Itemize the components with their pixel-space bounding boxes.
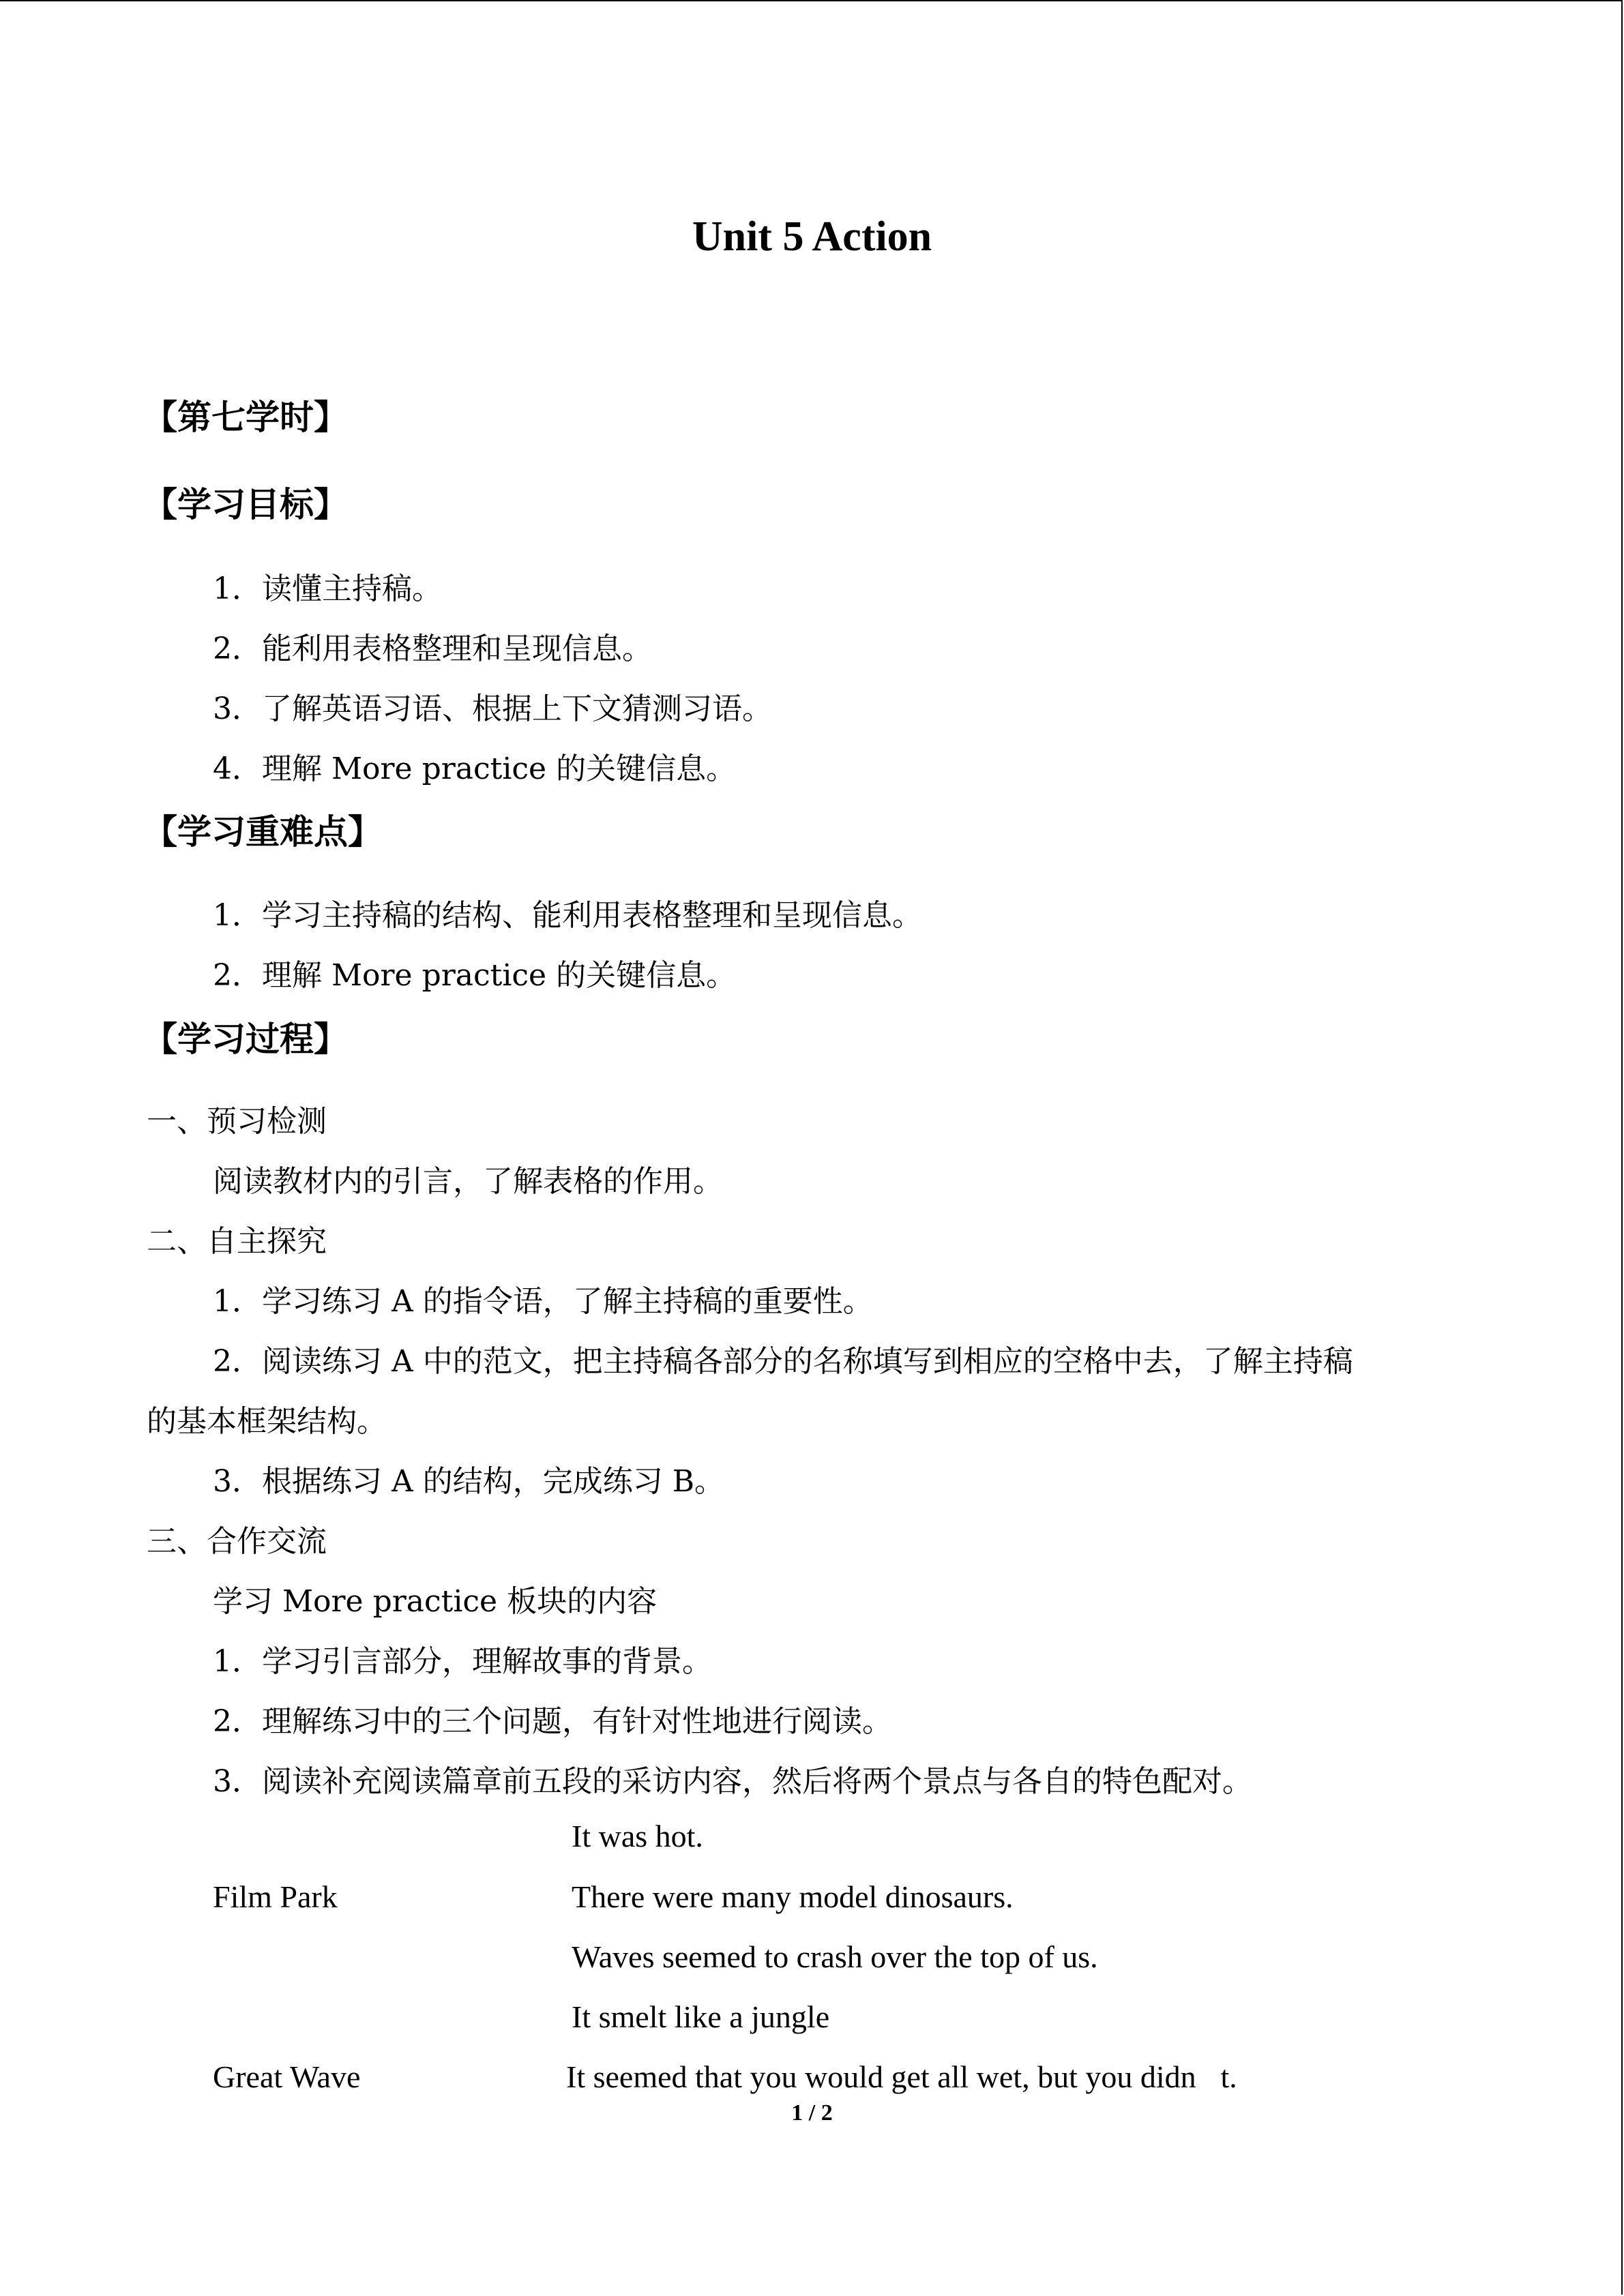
section-line: 3．阅读补充阅读篇章前五段的采访内容，然后将两个景点与各自的特色配对。	[213, 1764, 1252, 1799]
section-line: 2．阅读练习 A 中的范文，把主持稿各部分的名称填写到相应的空格中去，了解主持稿	[213, 1344, 1353, 1379]
matching-feature: There were many model dinosaurs.	[572, 1879, 1014, 1914]
matching-feature: It smelt like a jungle	[572, 1999, 830, 2034]
section-line: 阅读教材内的引言，了解表格的作用。	[213, 1164, 723, 1199]
section-line: 2．理解练习中的三个问题，有针对性地进行阅读。	[213, 1704, 892, 1739]
section-line: 1．学习引言部分，理解故事的背景。	[213, 1644, 712, 1679]
key-point-item: 2．理解 More practice 的关键信息。	[213, 958, 737, 993]
objective-item: 1．读懂主持稿。	[213, 571, 442, 606]
heading-key-points: 【学习重难点】	[143, 812, 382, 852]
section-line: 3．根据练习 A 的结构，完成练习 B。	[213, 1464, 725, 1499]
objective-item: 4．理解 More practice 的关键信息。	[213, 751, 737, 786]
heading-objectives: 【学习目标】	[143, 485, 348, 524]
page-number: 1 / 2	[791, 2100, 833, 2126]
matching-feature: It was hot.	[572, 1819, 703, 1853]
key-point-item: 1．学习主持稿的结构、能利用表格整理和呈现信息。	[213, 898, 922, 933]
document-title: Unit 5 Action	[692, 213, 932, 260]
matching-feature: Waves seemed to crash over the top of us.	[572, 1939, 1098, 1974]
matching-place: Great Wave	[213, 2059, 361, 2094]
objective-item: 2．能利用表格整理和呈现信息。	[213, 631, 652, 666]
matching-place: Film Park	[213, 1879, 338, 1914]
objective-item: 3．了解英语习语、根据上下文猜测习语。	[213, 691, 772, 726]
section-line: 学习 More practice 板块的内容	[213, 1584, 658, 1619]
heading-period: 【第七学时】	[143, 398, 348, 437]
section-title-cooperate: 三、合作交流	[147, 1524, 327, 1559]
section-title-preview: 一、预习检测	[147, 1104, 327, 1139]
section-line: 的基本框架结构。	[147, 1404, 387, 1439]
matching-feature: It seemed that you would get all wet, but you didn t.	[566, 2059, 1237, 2094]
heading-process: 【学习过程】	[143, 1019, 348, 1059]
section-title-explore: 二、自主探究	[147, 1224, 327, 1259]
section-line: 1．学习练习 A 的指令语，了解主持稿的重要性。	[213, 1284, 873, 1319]
